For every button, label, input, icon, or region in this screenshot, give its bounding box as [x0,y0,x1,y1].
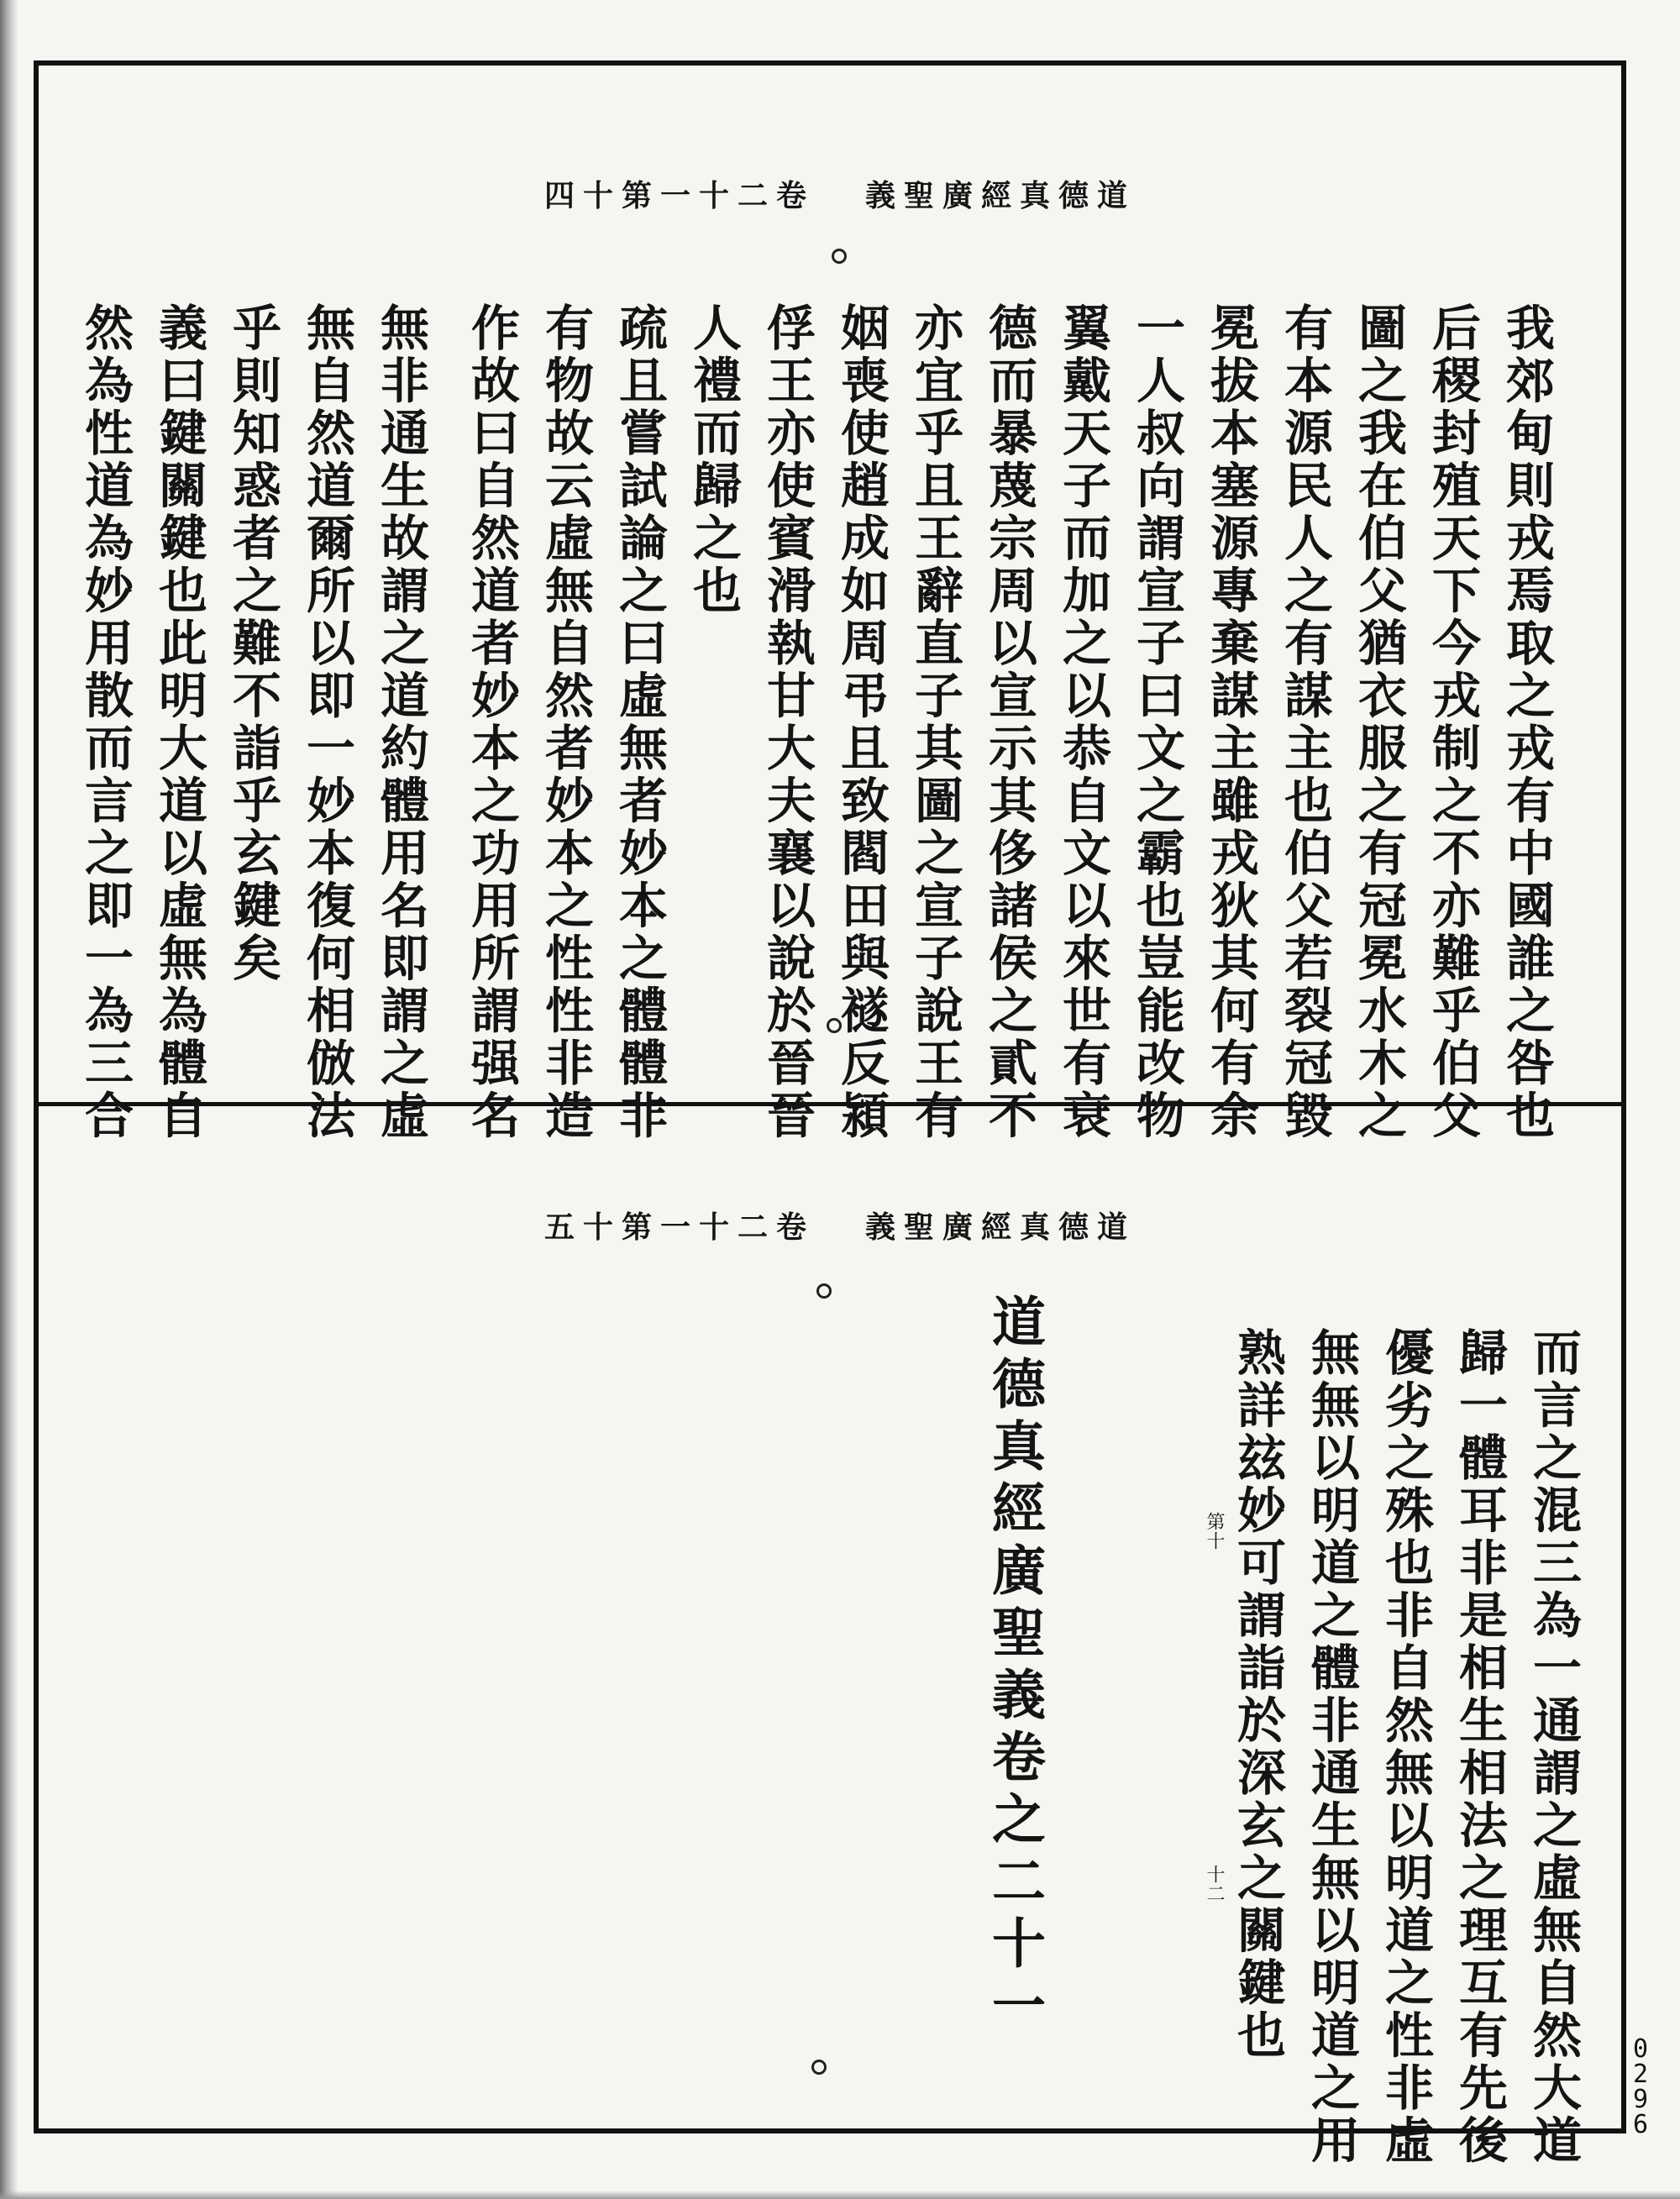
text-column: 俘王亦使賓滑執甘大夫襄以說於晉晉 [759,302,816,1142]
upper-header [470,173,1210,213]
page-number-digit: 9 [1632,2085,1649,2114]
text-column: 而言之混三為一通謂之虛無自然大道 [1525,1327,1582,2167]
margin-mark [811,2060,827,2075]
upper-header-title: 道德真經廣聖義 [865,177,1137,213]
text-column: 我郊甸則戎焉取之戎有中國誰之咎也 [1498,302,1555,1142]
text-column: 人禮而歸之也 [685,302,742,617]
text-column: 有物故云虛無自然者妙本之性性非造 [537,302,594,1142]
text-column: 翼戴天子而加之以恭自文以來世有衰 [1054,302,1111,1142]
text-column: 然為性道為妙用散而言之即一為三合 [76,302,134,1142]
page-number [1628,2034,1653,2139]
text-column: 無非通生故謂之道約體用名即謂之虛 [372,302,429,1142]
marginal-note: 十二 [1204,1865,1225,1903]
text-column: 優劣之殊也非自然無以明道之性非虛 [1377,1327,1434,2167]
text-column: 無無以明道之體非通生無以明道之用 [1303,1327,1360,2167]
closing-title: 道德真經廣聖義卷之二十一 [983,1294,1046,2039]
text-column: 義曰鍵關鍵也此明大道以虛無為體自 [150,302,207,1142]
text-column: 姻喪使趙成如周弔且致閻田與襚反潁 [832,302,890,1142]
text-column: 乎則知惑者之難不詣乎玄鍵矣 [224,302,281,985]
text-column: 無自然道爾所以即一妙本復何相倣法 [298,302,355,1142]
scan-bottom-edge [0,2191,1680,2199]
page-center-mark [816,1283,832,1299]
page-number-digit: 2 [1632,2060,1649,2089]
text-column: 歸一體耳非是相生相法之理互有先後 [1451,1327,1508,2167]
text-column: 疏且嘗試論之曰虛無者妙本之體體非 [611,302,668,1142]
text-column: 冕拔本塞源專棄謀主雖戎狄其何有余 [1202,302,1259,1142]
marginal-note: 第十 [1204,1512,1225,1551]
page-number-digit: 6 [1632,2110,1649,2139]
text-column: 德而暴蔑宗周以宣示其侈諸侯之貳不 [980,302,1037,1142]
text-column: 亦宜乎且王辭直子其圖之宣子說王有 [906,302,963,1142]
lower-header-title: 道德真經廣聖義 [865,1209,1137,1245]
margin-mark [827,1018,842,1033]
text-column: 作故曰自然道者妙本之功用所謂强名 [463,302,520,1142]
text-column: 后稷封殖天下今戎制之不亦難乎伯父 [1424,302,1481,1142]
page-number-digit: 0 [1632,2034,1649,2064]
page-center-mark [832,249,847,264]
lower-header-volume: 卷二十一第十五 [543,1209,815,1245]
scan-edge [0,0,18,2199]
text-column: 熟詳玆妙可謂詣於深玄之關鍵也 [1229,1327,1286,2062]
upper-header-volume: 卷二十一第十四 [543,177,815,213]
lower-header [470,1204,1210,1245]
text-column: 一人叔向謂宣子曰文之霸也豈能改物 [1128,302,1185,1142]
text-column: 有本源民人之有謀主也伯父若裂冠毀 [1276,302,1333,1142]
text-column: 圖之我在伯父猶衣服之有冠冕水木之 [1350,302,1407,1142]
